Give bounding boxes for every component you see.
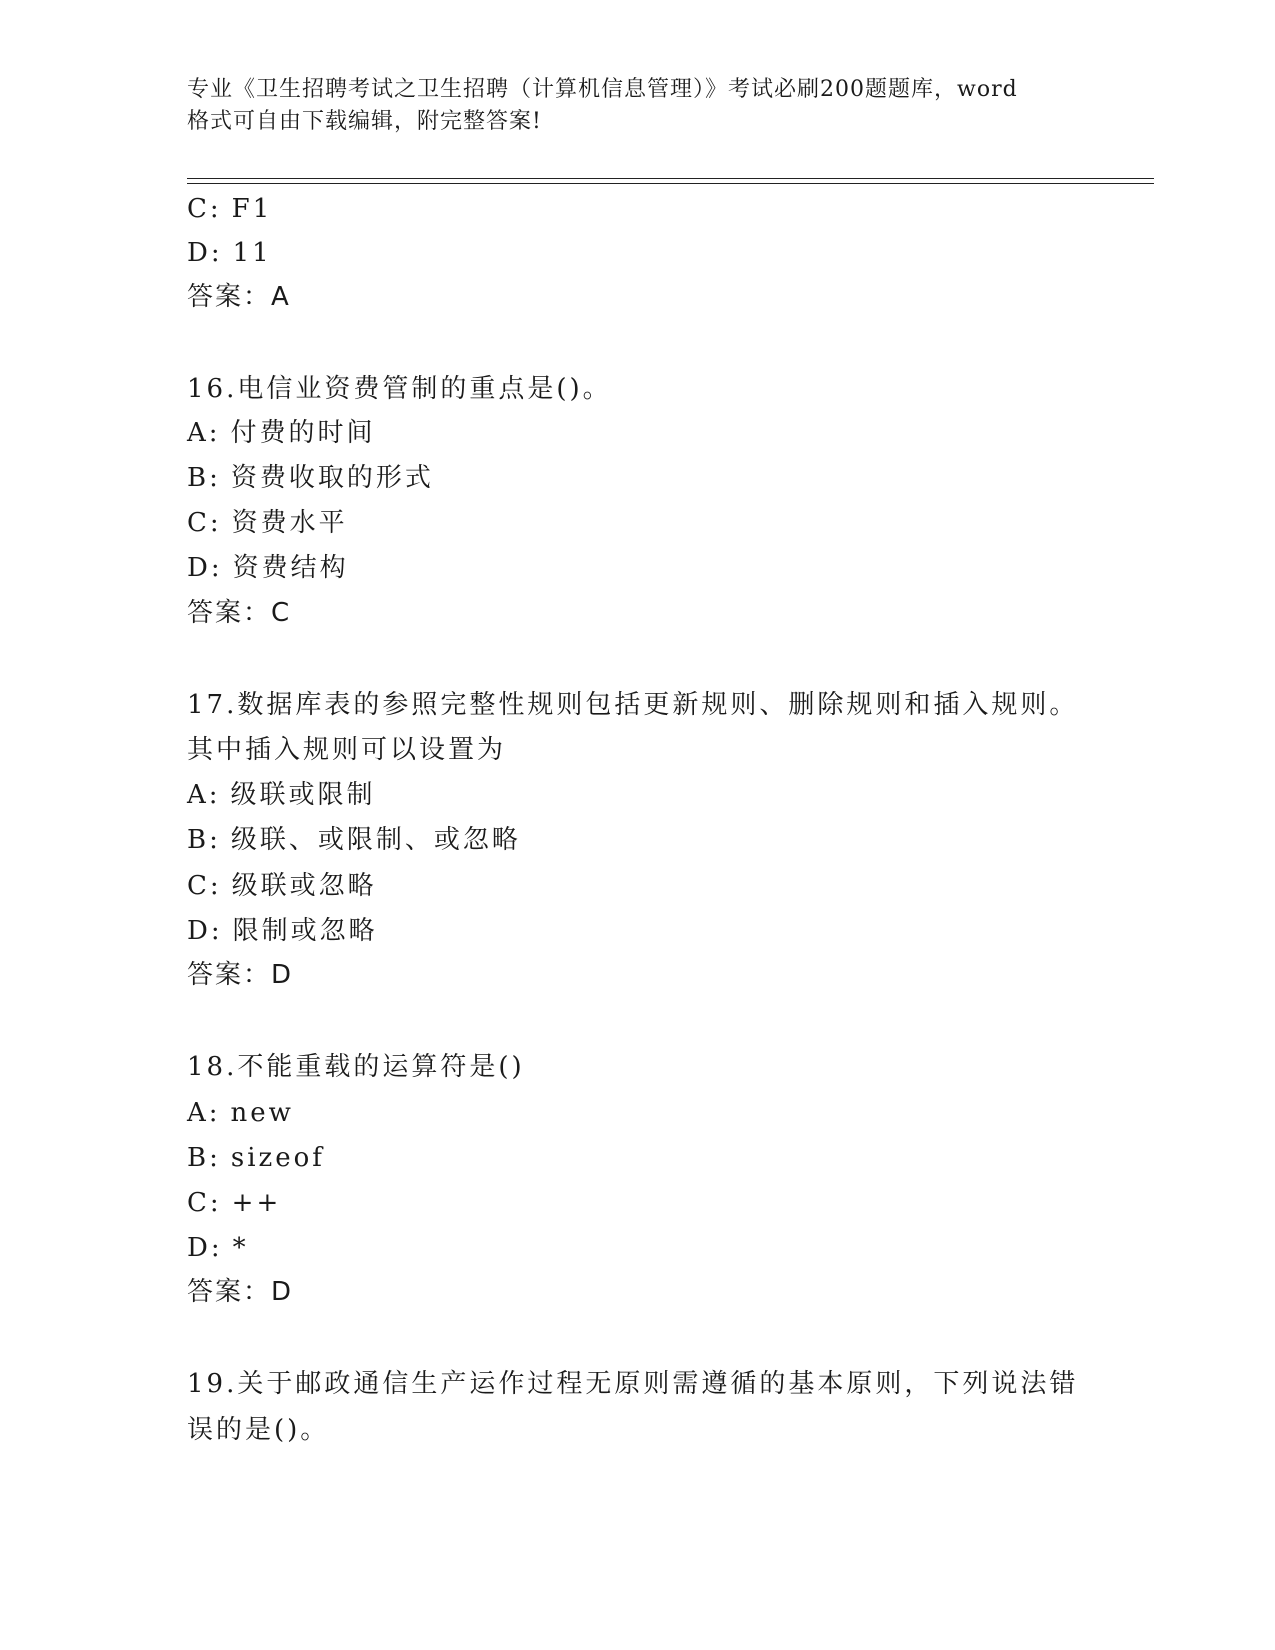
q15-option-c: C: F1: [187, 194, 273, 224]
document-header: [187, 74, 1087, 138]
q16-question: 16.电信业资费管制的重点是()。: [187, 374, 612, 404]
header-line-1: 专业《卫生招聘考试之卫生招聘（计算机信息管理）》考试必刷200题题库，word: [187, 77, 1018, 102]
q16-option-c: C: 资费水平: [187, 508, 348, 538]
q17-option-b: B: 级联、或限制、或忽略: [187, 825, 521, 855]
q18-option-a: A: new: [187, 1098, 294, 1128]
q17-option-d: D: 限制或忽略: [187, 916, 378, 946]
q18-option-d: D: *: [187, 1233, 249, 1263]
q18-option-b: B: sizeof: [187, 1143, 325, 1173]
q18-answer: 答案：D: [187, 1277, 294, 1307]
q17-question-line-1: 17.数据库表的参照完整性规则包括更新规则、删除规则和插入规则。: [187, 690, 1079, 720]
q16-option-b: B: 资费收取的形式: [187, 463, 434, 493]
q15-option-d: D: 11: [187, 238, 272, 268]
q18-question: 18.不能重载的运算符是(): [187, 1052, 525, 1082]
header-divider-top: [187, 178, 1154, 179]
q18-option-c: C: ++: [187, 1188, 282, 1218]
q17-option-a: A: 级联或限制: [187, 780, 376, 810]
q16-answer: 答案：C: [187, 598, 292, 628]
q19-question-line-1: 19.关于邮政通信生产运作过程无原则需遵循的基本原则，下列说法错: [187, 1369, 1079, 1399]
header-line-2: 格式可自由下载编辑，附完整答案!: [187, 109, 542, 134]
q17-question-line-2: 其中插入规则可以设置为: [187, 735, 507, 765]
q16-option-a: A: 付费的时间: [187, 418, 376, 448]
q19-question-line-2: 误的是()。: [187, 1415, 330, 1445]
header-divider-bottom: [187, 183, 1154, 184]
q15-answer: 答案：A: [187, 282, 291, 312]
q16-option-d: D: 资费结构: [187, 553, 349, 583]
q17-option-c: C: 级联或忽略: [187, 871, 377, 901]
q17-answer: 答案：D: [187, 960, 294, 990]
